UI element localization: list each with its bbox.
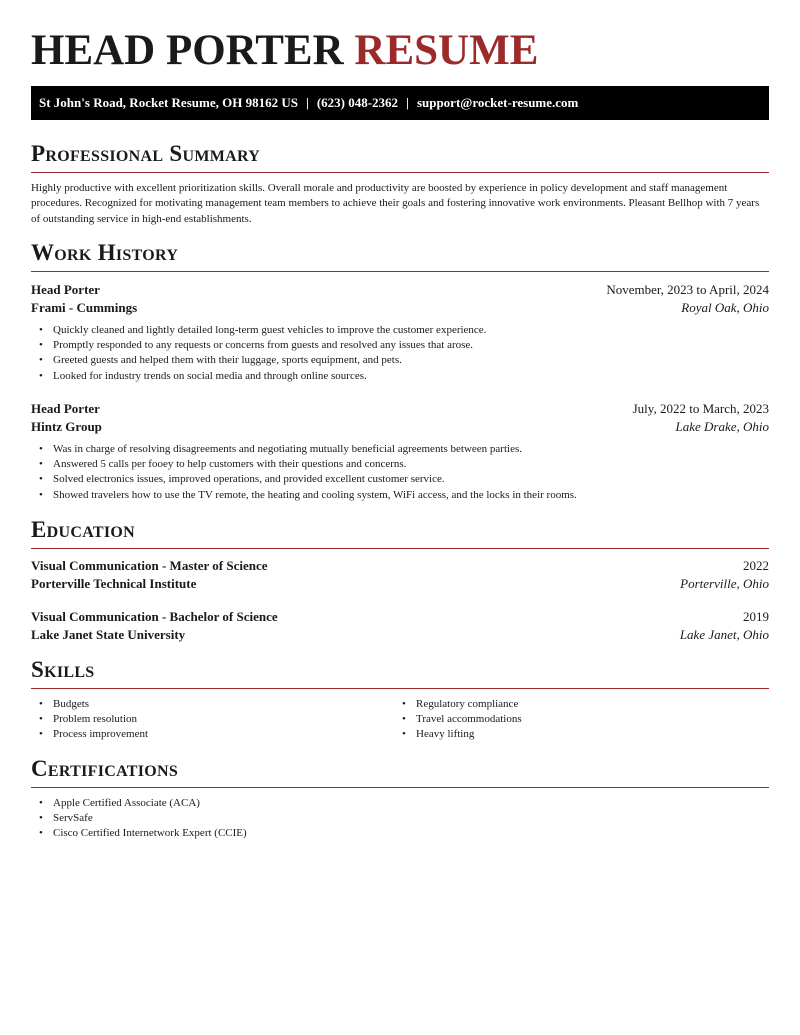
skills-left-column <box>31 697 393 743</box>
education-2-header <box>31 608 769 626</box>
skills-heading: Skills <box>31 657 95 682</box>
list-item: • Travel accommodations <box>416 712 756 727</box>
list-item: • Showed travelers how to use the TV remote, the heating and cooling system, WiFi access, and the locks in their rooms. <box>53 488 769 503</box>
list-item: • Answered 5 calls per fooey to help customers with their questions and concerns. <box>53 457 769 472</box>
summary-text: Highly productive with excellent prioritization skills. Overall morale and productivity are boosted by experience in policy development and staff management procedures. Recognized for motivating management team members to achieve their goals and fostering innovative work environments. Pleasant Bellhop with 7 years of outstanding service in high-end establishments. <box>31 182 760 225</box>
job-1-header <box>31 281 769 299</box>
list-item: • Process improvement <box>53 727 393 742</box>
certifications-heading: Certifications <box>31 756 179 781</box>
contact-separator: | <box>406 95 409 110</box>
education-school: Lake Janet State University <box>31 627 186 642</box>
job-company: Hintz Group <box>31 419 102 434</box>
skills-divider <box>31 688 769 689</box>
list-item: • ServSafe <box>53 811 769 826</box>
resume-word: RESUME <box>354 27 539 74</box>
skills-right-column <box>394 697 756 743</box>
education-1-header <box>31 557 769 575</box>
list-item: • Looked for industry trends on social media and through online sources. <box>53 369 769 384</box>
job-2-bullets <box>31 442 769 503</box>
contact-separator: | <box>305 95 309 110</box>
certifications-divider <box>31 787 769 788</box>
education-degree: Visual Communication - Master of Science <box>31 558 268 573</box>
job-location: Royal Oak, Ohio <box>681 300 769 315</box>
education-location: Porterville, Ohio <box>680 576 769 591</box>
work-history-heading: Work History <box>31 240 179 265</box>
education-location: Lake Janet, Ohio <box>679 627 769 642</box>
contact-address: St John's Road, Rocket Resume, OH 98162 US <box>39 95 298 110</box>
list-item: • Greeted guests and helped them with their luggage, sports equipment, and pets. <box>53 353 769 368</box>
job-role: Head Porter <box>31 282 100 297</box>
certifications-list <box>31 796 769 842</box>
name-text: HEAD PORTER <box>31 27 344 74</box>
list-item: • Cisco Certified Internetwork Expert (CCIE) <box>53 826 769 841</box>
job-1-bullets <box>31 323 769 384</box>
list-item: • Promptly responded to any requests or concerns from guests and resolved any issues that arose. <box>53 338 769 353</box>
list-item: • Heavy lifting <box>416 727 756 742</box>
education-1-school-row <box>31 575 769 593</box>
list-item: • Quickly cleaned and lightly detailed long-term guest vehicles to improve the customer experience. <box>53 323 769 338</box>
list-item: • Apple Certified Associate (ACA) <box>53 796 769 811</box>
job-2-company-row <box>31 418 769 436</box>
education-heading: Education <box>31 517 135 542</box>
list-item: • Regulatory compliance <box>416 697 756 712</box>
education-2-school-row <box>31 626 769 644</box>
job-dates: November, 2023 to April, 2024 <box>606 282 769 297</box>
contact-email: support@rocket-resume.com <box>416 95 579 110</box>
resume-title <box>31 27 538 75</box>
summary-divider <box>31 172 769 173</box>
summary-heading: Professional Summary <box>31 141 261 166</box>
education-degree: Visual Communication - Bachelor of Science <box>31 609 278 624</box>
job-2-header <box>31 400 769 418</box>
education-divider <box>31 548 769 549</box>
job-location: Lake Drake, Ohio <box>675 419 769 434</box>
job-company: Frami - Cummings <box>31 300 138 315</box>
list-item: • Solved electronics issues, improved operations, and provided excellent customer service. <box>53 472 769 487</box>
contact-bar <box>31 86 769 120</box>
contact-phone: (623) 048-2362 <box>316 95 399 110</box>
job-role: Head Porter <box>31 401 100 416</box>
job-1-company-row <box>31 299 769 317</box>
list-item: • Was in charge of resolving disagreements and negotiating mutually beneficial agreements between parties. <box>53 442 769 457</box>
job-dates: July, 2022 to March, 2023 <box>632 401 769 416</box>
education-year: 2022 <box>743 558 769 573</box>
education-school: Porterville Technical Institute <box>31 576 197 591</box>
education-year: 2019 <box>743 609 769 624</box>
list-item: • Problem resolution <box>53 712 393 727</box>
list-item: • Budgets <box>53 697 393 712</box>
work-history-divider <box>31 271 769 272</box>
